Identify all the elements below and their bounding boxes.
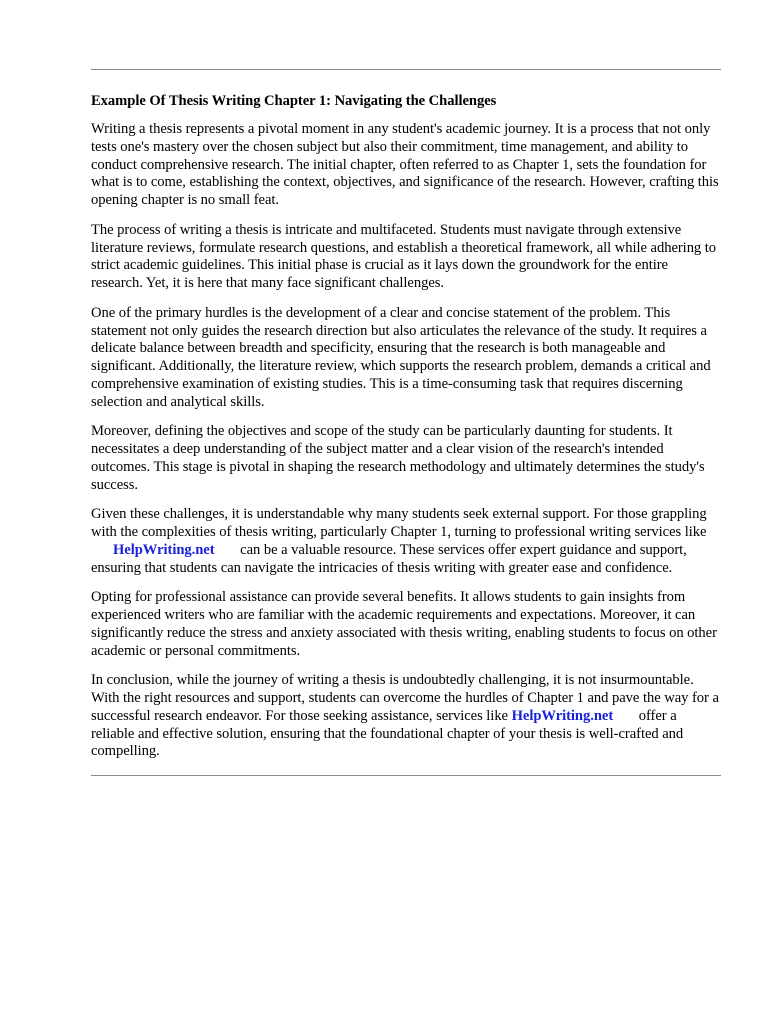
bottom-divider	[91, 775, 721, 776]
helpwriting-link-2[interactable]: HelpWriting.net	[511, 707, 614, 724]
paragraph-7-text-before: In conclusion, while the journey of writing a thesis is undoubtedly challenging, it is not insurmountable. With the right resources and support, students can overcome the hurdles of Chapter 1 and pave the way for a successful research endeavor. For those seeking assistance, services like	[91, 672, 719, 724]
top-divider	[91, 69, 721, 70]
paragraph-7-text-after: offer a reliable and effective solution, ensuring that the foundational chapter of your thesis is well-crafted and compelling.	[91, 707, 684, 760]
paragraph-1: Writing a thesis represents a pivotal moment in any student's academic journey. It is a process that not only tests one's mastery over the chosen subject but also their commitment, time management, and ability to conduct comprehensive research. The initial chapter, often referred to as Chapter 1, sets the foundation for what is to come, establishing the context, objectives, and significance of the research. However, crafting this opening chapter is no small feat.	[91, 121, 719, 208]
paragraph-3: One of the primary hurdles is the development of a clear and concise statement of the problem. This statement not only guides the research direction but also articulates the relevance of the study. It requires a delicate balance between breadth and specificity, ensuring that the research is both manageable and significant. Additionally, the literature review, which supports the research problem, demands a critical and comprehensive examination of existing studies. This is a time-consuming task that requires discerning selection and analytical skills.	[91, 304, 711, 410]
paragraph-5-text-after: can be a valuable resource. These services offer expert guidance and support, ensuring that students can navigate the intricacies of thesis writing with greater ease and confidence.	[91, 541, 687, 576]
paragraph-4: Moreover, defining the objectives and scope of the study can be particularly daunting for students. It necessitates a deep understanding of the subject matter and a clear vision of the research's intended outcomes. This stage is pivotal in shaping the research methodology and ultimately determines the study's success.	[91, 423, 705, 493]
document-title: Example Of Thesis Writing Chapter 1: Navigating the Challenges	[91, 93, 497, 109]
paragraph-2: The process of writing a thesis is intricate and multifaceted. Students must navigate through extensive literature reviews, formulate research questions, and establish a theoretical framework, all while adhering to strict academic guidelines. This initial phase is crucial as it lays down the groundwork for the entire research. Yet, it is here that many face significant challenges.	[91, 221, 717, 291]
document-page	[91, 69, 721, 776]
paragraph-5-text-before: Given these challenges, it is understandable why many students seek external support. For those grappling with the complexities of thesis writing, particularly Chapter 1, turning to professional writing services like	[91, 506, 707, 540]
helpwriting-link-1[interactable]: HelpWriting.net	[113, 541, 215, 558]
paragraph-5	[91, 506, 721, 577]
paragraph-6: Opting for professional assistance can provide several benefits. It allows students to gain insights from experienced writers who are familiar with the academic requirements and expectations. Moreover, it can significantly reduce the stress and anxiety associated with thesis writing, enabling students to focus on other academic or personal commitments.	[91, 589, 717, 659]
paragraph-7	[91, 672, 721, 761]
